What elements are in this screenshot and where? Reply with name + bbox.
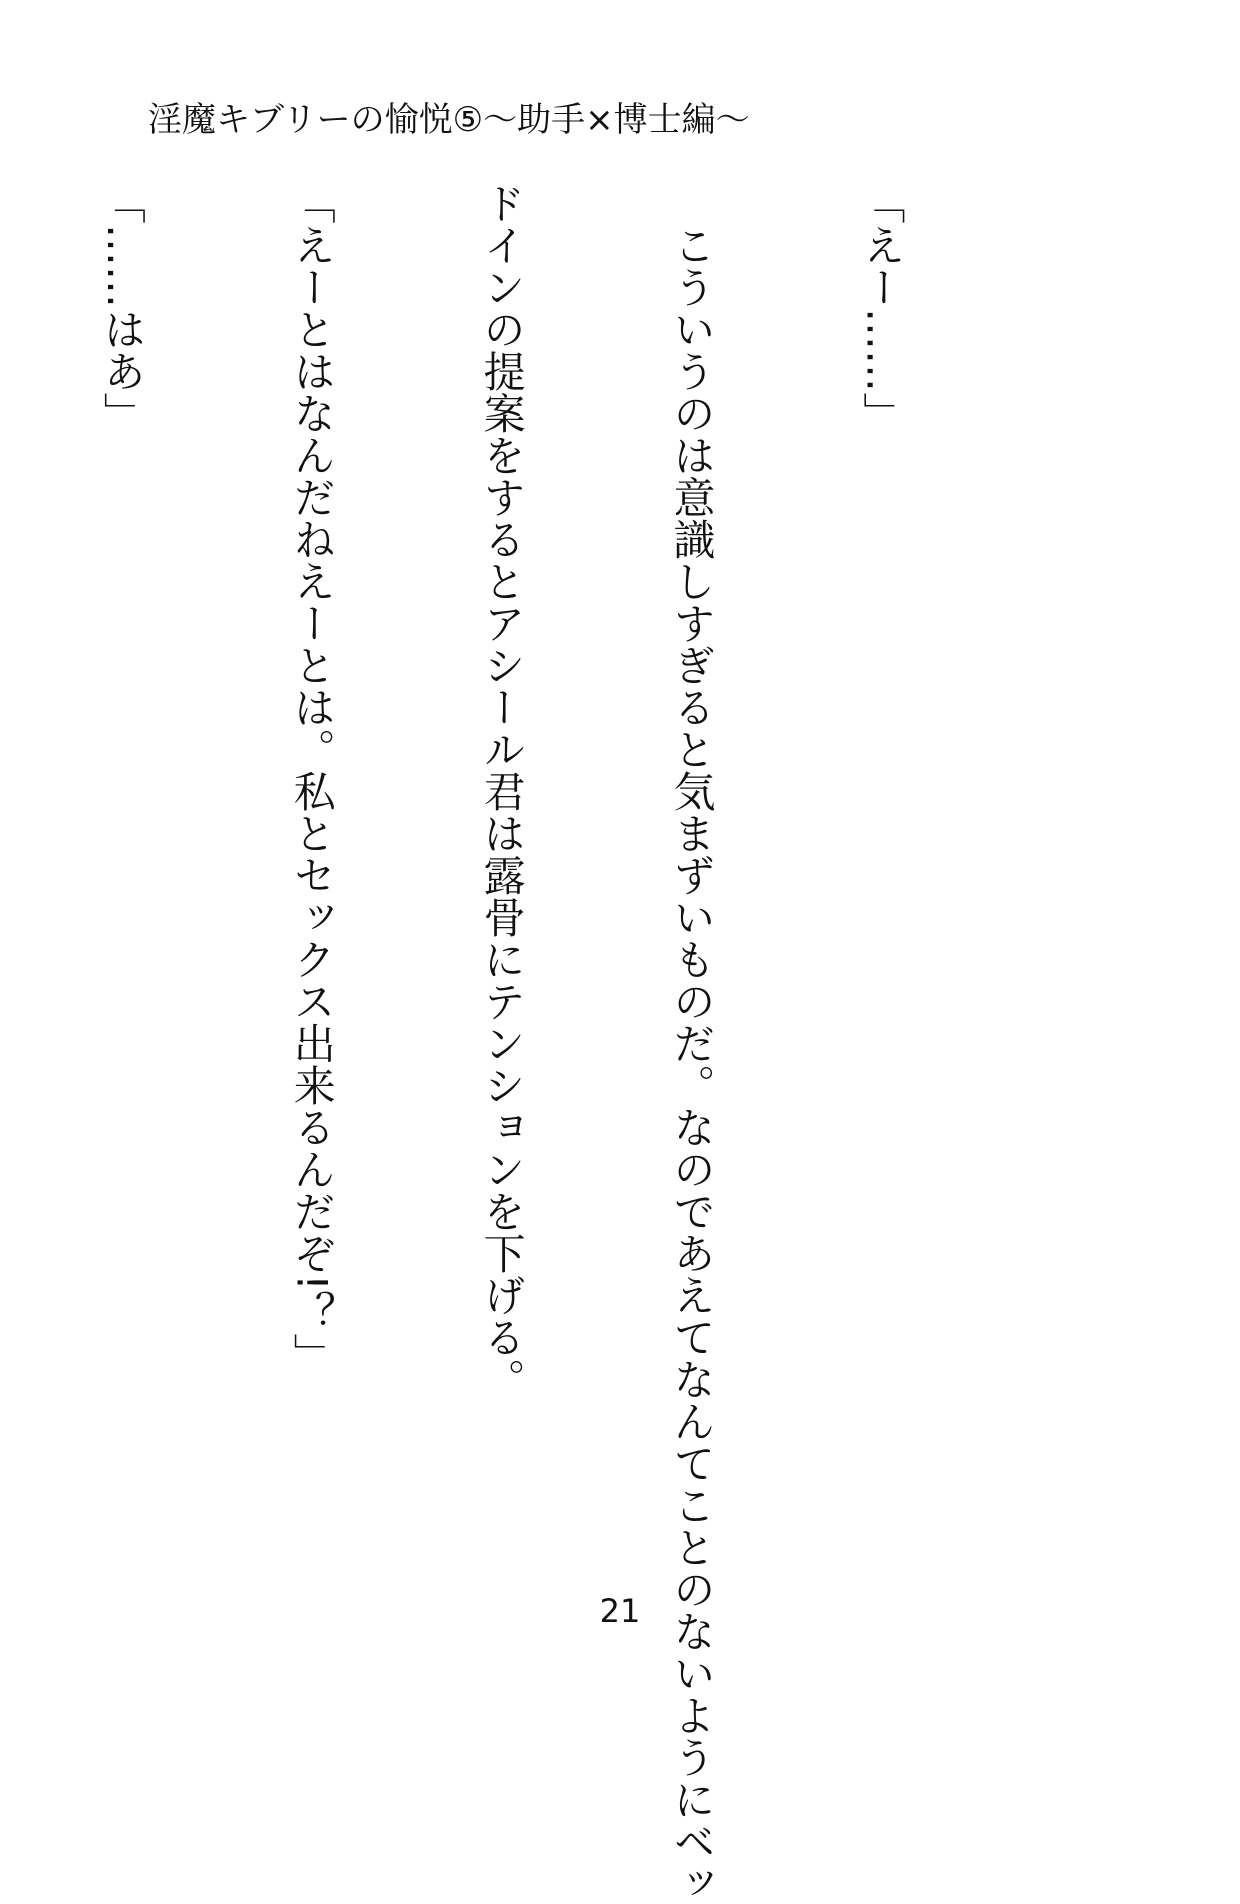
running-header: 淫魔キブリーの愉悦⑤〜助手×博士編〜	[148, 100, 750, 140]
page-number: 21	[599, 1592, 641, 1630]
text-line: 「えーとはなんだねえーとは。私とセックス出来るんだぞ!？」	[287, 182, 337, 1375]
text-line: ドインの提案をするとアシール君は露骨にテンションを下げる。	[477, 182, 527, 1400]
text-line: 「……はあ」	[97, 182, 147, 434]
text-line: 「えー……」	[857, 182, 907, 434]
text-line: こういうのは意識しすぎると気まずいものだ。なのであえてなんてことのないようにベッ	[667, 182, 717, 1904]
